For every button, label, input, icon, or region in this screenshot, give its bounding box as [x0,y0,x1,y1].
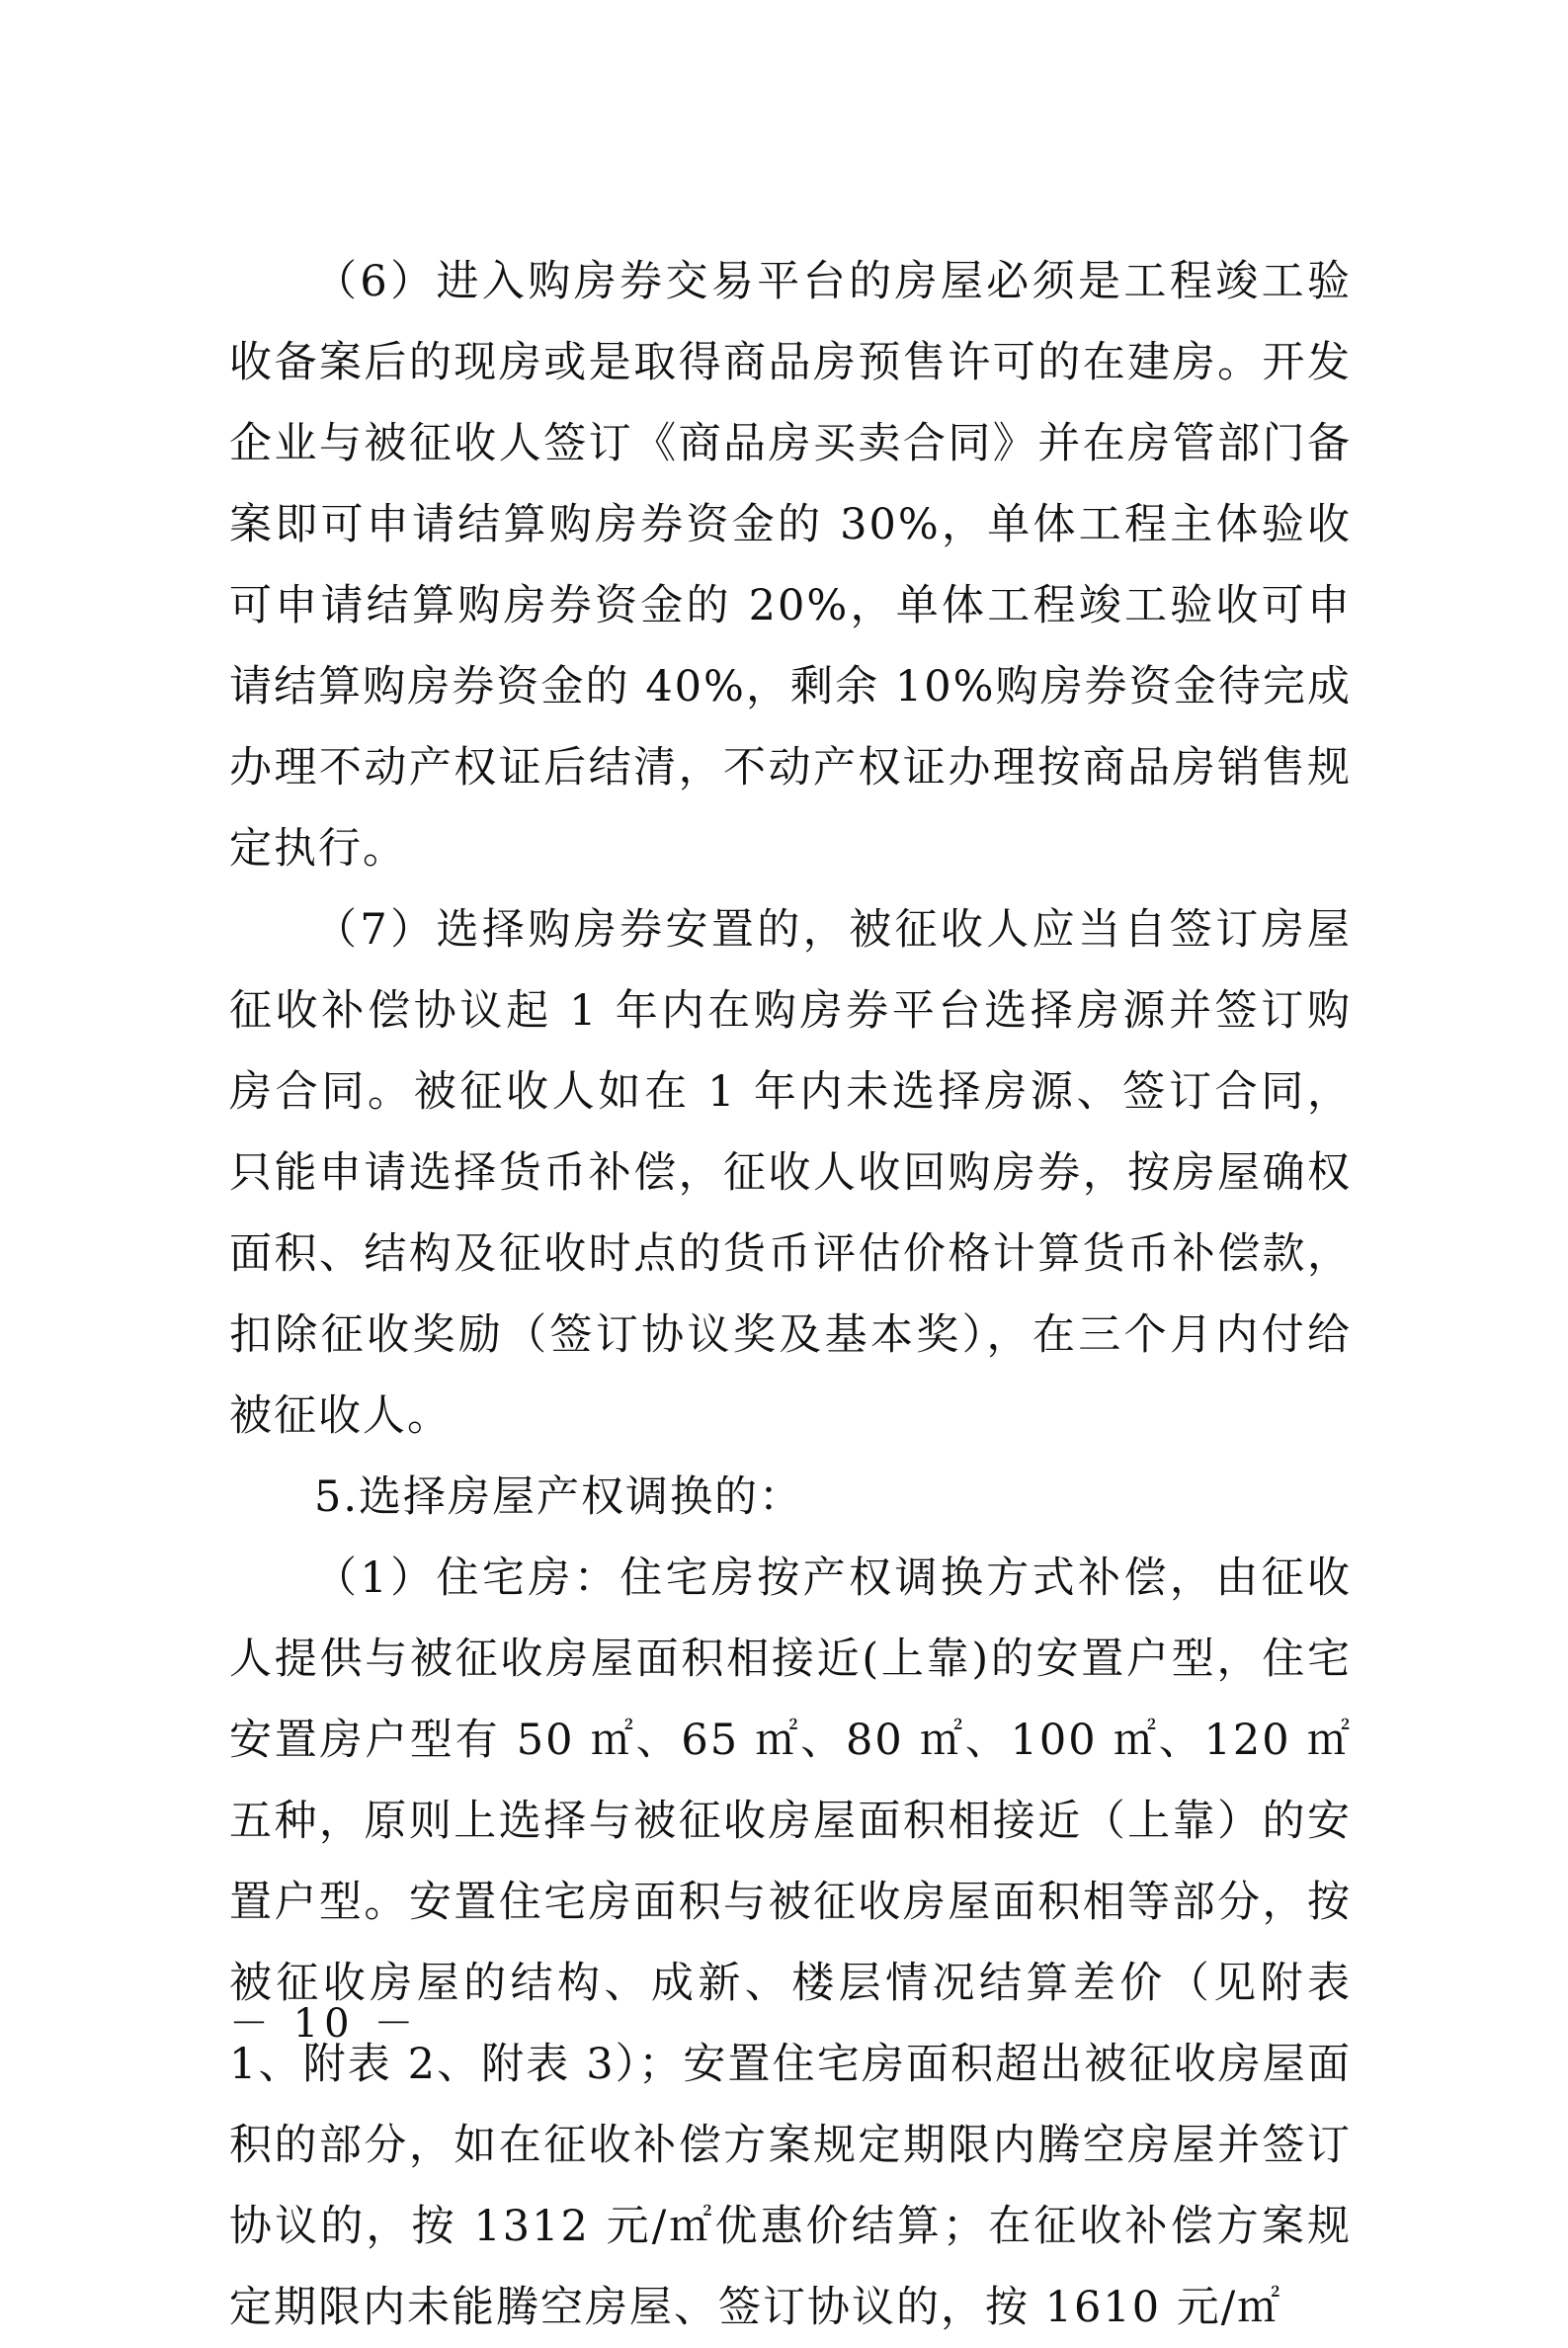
page-number: － 10 － [229,2001,420,2047]
paragraph-purchase-voucher-settlement: （6）进入购房券交易平台的房屋必须是工程竣工验收备案后的现房或是取得商品房预售许可的在建房。开发企业与被征收人签订《商品房买卖合同》并在房管部门备案即可申请结算购房券资金的 30%，单体工程主体验收可申请结算购房券资金的 20%，单体工程竣工验收可申请结算购房券资金的 40%，剩余 10%购房券资金待完成办理不动产权证后结清，不动产权证办理按商品房销售规定执行。 [229,257,1352,874]
paragraph-residential-housing: （1）住宅房：住宅房按产权调换方式补偿，由征收人提供与被征收房屋面积相接近(上靠)的安置户型，住宅安置房户型有 50 ㎡、65 ㎡、80 ㎡、100 ㎡、120 ㎡五种，原则上选择与被征收房屋面积相接近（上靠）的安置户型。安置住宅房面积与被征收房屋面积相等部分，按被征收房屋的结构、成新、楼层情况结算差价（见附表 1、附表 2、附表 3）；安置住宅房面积超出被征收房屋面积的部分，如在征收补偿方案规定期限内腾空房屋并签订协议的，按 1312 元/㎡优惠价结算；在征收补偿方案规定期限内未能腾空房屋、签订协议的，按 1610 元/㎡ [229,1553,1352,2332]
paragraph-voucher-one-year-limit: （7）选择购房券安置的，被征收人应当自签订房屋征收补偿协议起 1 年内在购房券平台选择房源并签订购房合同。被征收人如在 1 年内未选择房源、签订合同，只能申请选择货币补偿，征收人收回购房券，按房屋确权面积、结构及征收时点的货币评估价格计算货币补偿款，扣除征收奖励（签订协议奖及基本奖），在三个月内付给被征收人。 [229,905,1352,1441]
section-heading-property-exchange: 5.选择房屋产权调换的： [314,1472,804,1522]
